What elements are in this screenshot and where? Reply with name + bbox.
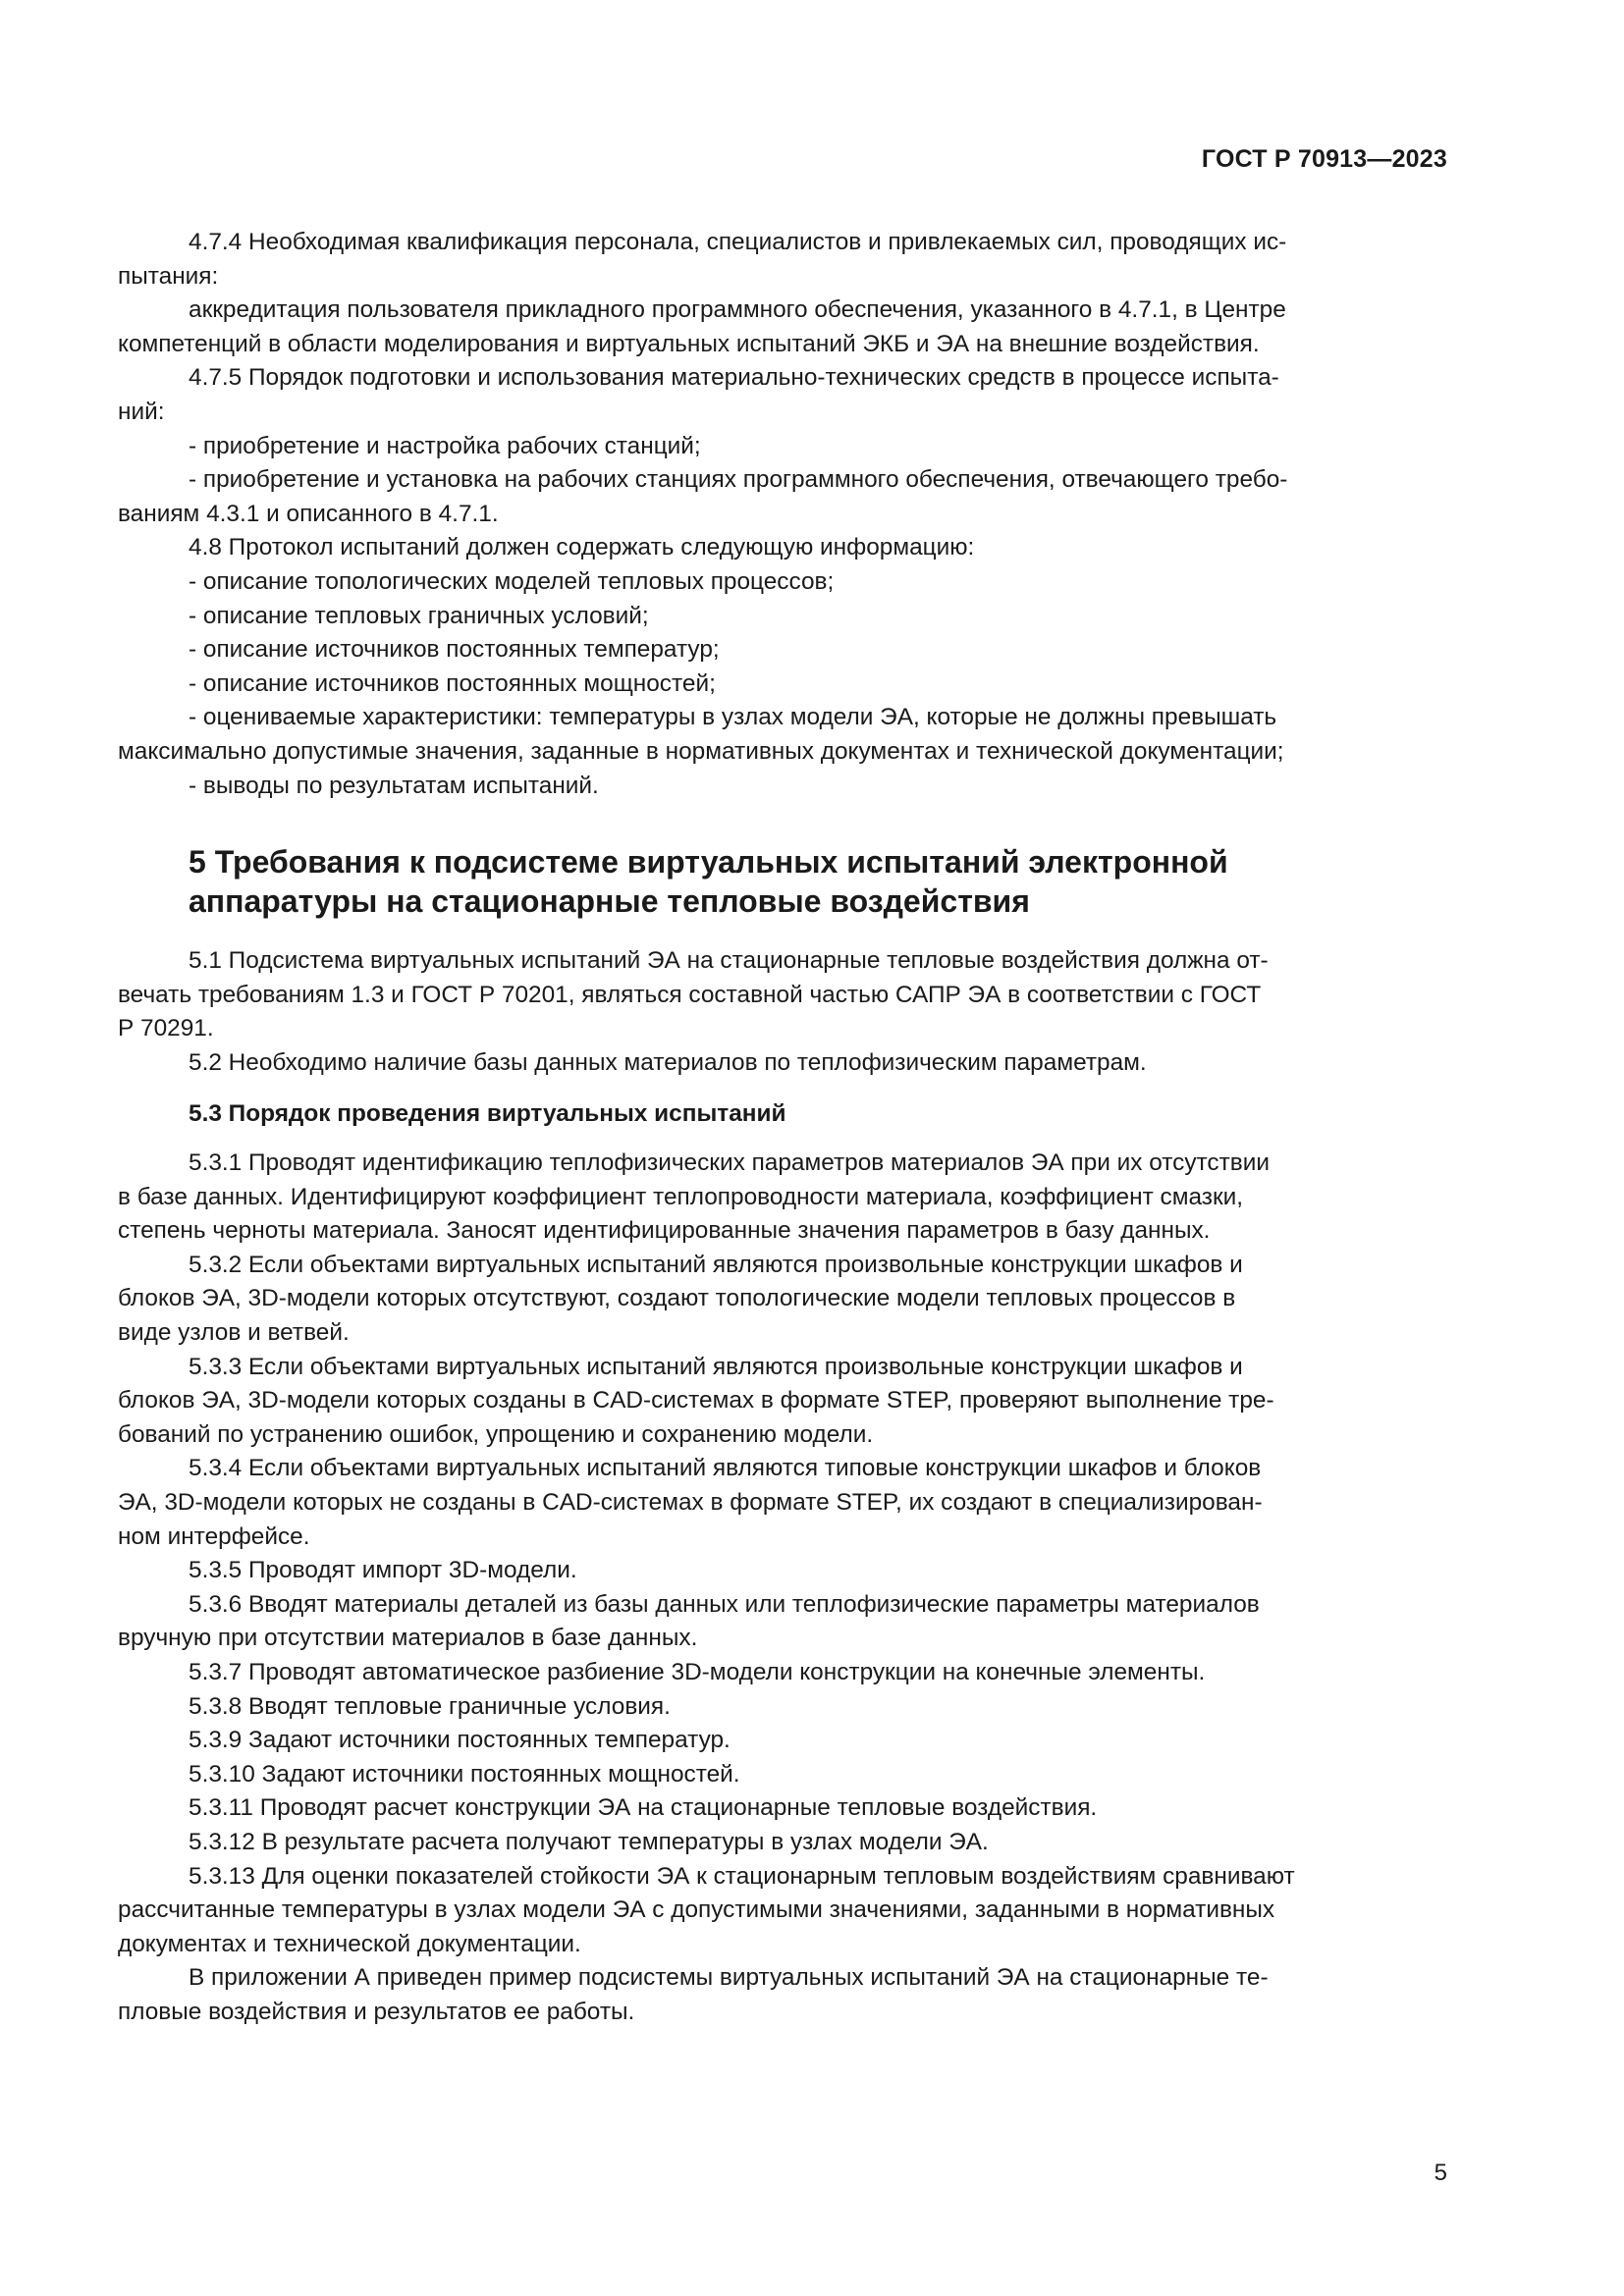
text-line: - приобретение и установка на рабочих станциях программного обеспечения, отвечающего требо-: [189, 466, 1288, 494]
text-line: - описание тепловых граничных условий;: [189, 602, 649, 629]
text-line: 5.2 Необходимо наличие базы данных материалов по теплофизическим параметрам.: [189, 1048, 1147, 1076]
section-5-3-procedure: [118, 1147, 1447, 2029]
text-line: - описание источников постоянных мощностей;: [189, 669, 716, 697]
section-5-intro: [118, 944, 1447, 1080]
text-line: ваниям 4.3.1 и описанного в 4.7.1.: [118, 500, 499, 527]
text-line: максимально допустимые значения, заданные в нормативных документах и технической документации;: [118, 737, 1284, 765]
text-line: ний:: [118, 398, 165, 425]
subsection-5-3-heading: 5.3 Порядок проведения виртуальных испытаний: [189, 1100, 786, 1128]
text-line: в базе данных. Идентифицируют коэффициент теплопроводности материала, коэффициент смазки,: [118, 1183, 1244, 1210]
page-content: [118, 226, 1447, 2030]
text-line: 4.8 Протокол испытаний должен содержать следующую информацию:: [189, 534, 975, 561]
text-line: виде узлов и ветвей.: [118, 1319, 350, 1347]
text-line: ЭА, 3D-модели которых не созданы в CAD-системах в формате STEP, их создают в специализирован-: [118, 1489, 1263, 1516]
text-line: степень черноты материала. Заносят идентифицированные значения параметров в базу данных.: [118, 1217, 1211, 1245]
text-line: ном интерфейсе.: [118, 1522, 310, 1550]
text-line: рассчитанные температуры в узлах модели ЭА с допустимыми значениями, заданными в нормативных: [118, 1896, 1275, 1924]
page-number: 5: [1434, 2160, 1447, 2186]
text-line: вечать требованиям 1.3 и ГОСТ Р 70201, являться составной частью САПР ЭА в соответствии с ГОСТ: [118, 981, 1262, 1008]
text-line: 4.7.5 Порядок подготовки и использования материально-технических средств в процессе испыта-: [189, 364, 1279, 392]
text-line: - оцениваемые характеристики: температуры в узлах модели ЭА, которые не должны превышать: [189, 704, 1277, 731]
text-line: Р 70291.: [118, 1015, 214, 1042]
text-line: 5.3.12 В результате расчета получают температуры в узлах модели ЭА.: [189, 1828, 989, 1855]
section-5-title: [118, 842, 1447, 921]
text-line: 5.3.11 Проводят расчет конструкции ЭА на стационарные тепловые воздействия.: [189, 1794, 1098, 1822]
text-line: пловые воздействия и результатов ее работы.: [118, 1998, 635, 2025]
text-line: 5.3.8 Вводят тепловые граничные условия.: [189, 1692, 671, 1720]
text-line: бований по устранению ошибок, упрощению и сохранению модели.: [118, 1420, 874, 1448]
text-line: - описание топологических моделей тепловых процессов;: [189, 567, 835, 595]
text-line: пытания:: [118, 262, 219, 290]
text-line: 5.3.5 Проводят импорт 3D-модели.: [189, 1557, 577, 1584]
text-line: - приобретение и настройка рабочих станций;: [189, 432, 701, 459]
text-line: документах и технической документации.: [118, 1930, 581, 1957]
text-line: аккредитация пользователя прикладного программного обеспечения, указанного в 4.7.1, в Центре: [189, 296, 1286, 324]
text-line: - выводы по результатам испытаний.: [189, 772, 599, 799]
text-line: блоков ЭА, 3D-модели которых созданы в CAD-системах в формате STEP, проверяют выполнение тре-: [118, 1387, 1274, 1415]
text-line: 5.3.4 Если объектами виртуальных испытаний являются типовые конструкции шкафов и блоков: [189, 1455, 1262, 1482]
text-line: 5.3.9 Задают источники постоянных температур.: [189, 1727, 731, 1754]
text-line: - описание источников постоянных температур;: [189, 636, 720, 664]
text-line: компетенций в области моделирования и виртуальных испытаний ЭКБ и ЭА на внешние воздействия.: [118, 330, 1260, 357]
text-line: 5.3.10 Задают источники постоянных мощностей.: [189, 1760, 740, 1788]
text-line: В приложении А приведен пример подсистемы виртуальных испытаний ЭА на стационарные те-: [189, 1964, 1269, 1992]
text-line: блоков ЭА, 3D-модели которых отсутствуют, создают топологические модели тепловых процессов в: [118, 1285, 1236, 1312]
section-5-title-line-1: 5 Требования к подсистеме виртуальных испытаний электронной: [189, 844, 1228, 881]
text-line: 5.3.13 Для оценки показателей стойкости ЭА к стационарным тепловым воздействиям сравнивают: [189, 1862, 1295, 1890]
text-line: 5.3.1 Проводят идентификацию теплофизических параметров материалов ЭА при их отсутствии: [189, 1149, 1270, 1177]
text-line: 5.3.2 Если объектами виртуальных испытаний являются произвольные конструкции шкафов и: [189, 1251, 1243, 1278]
text-line: 4.7.4 Необходимая квалификация персонала, специалистов и привлекаемых сил, проводящих ис-: [189, 229, 1287, 255]
section-4-text: [118, 226, 1447, 803]
text-line: 5.3.7 Проводят автоматическое разбиение 3D-модели конструкции на конечные элементы.: [189, 1658, 1206, 1685]
document-code-header: ГОСТ Р 70913—2023: [1201, 145, 1447, 173]
text-line: 5.1 Подсистема виртуальных испытаний ЭА на стационарные тепловые воздействия должна от-: [189, 947, 1269, 975]
text-line: вручную при отсутствии материалов в базе данных.: [118, 1625, 698, 1652]
text-line: 5.3.3 Если объектами виртуальных испытаний являются произвольные конструкции шкафов и: [189, 1353, 1243, 1380]
text-line: 5.3.6 Вводят материалы деталей из базы данных или теплофизические параметры материалов: [189, 1590, 1260, 1618]
section-5-title-line-2: аппаратуры на стационарные тепловые воздействия: [189, 883, 1030, 920]
